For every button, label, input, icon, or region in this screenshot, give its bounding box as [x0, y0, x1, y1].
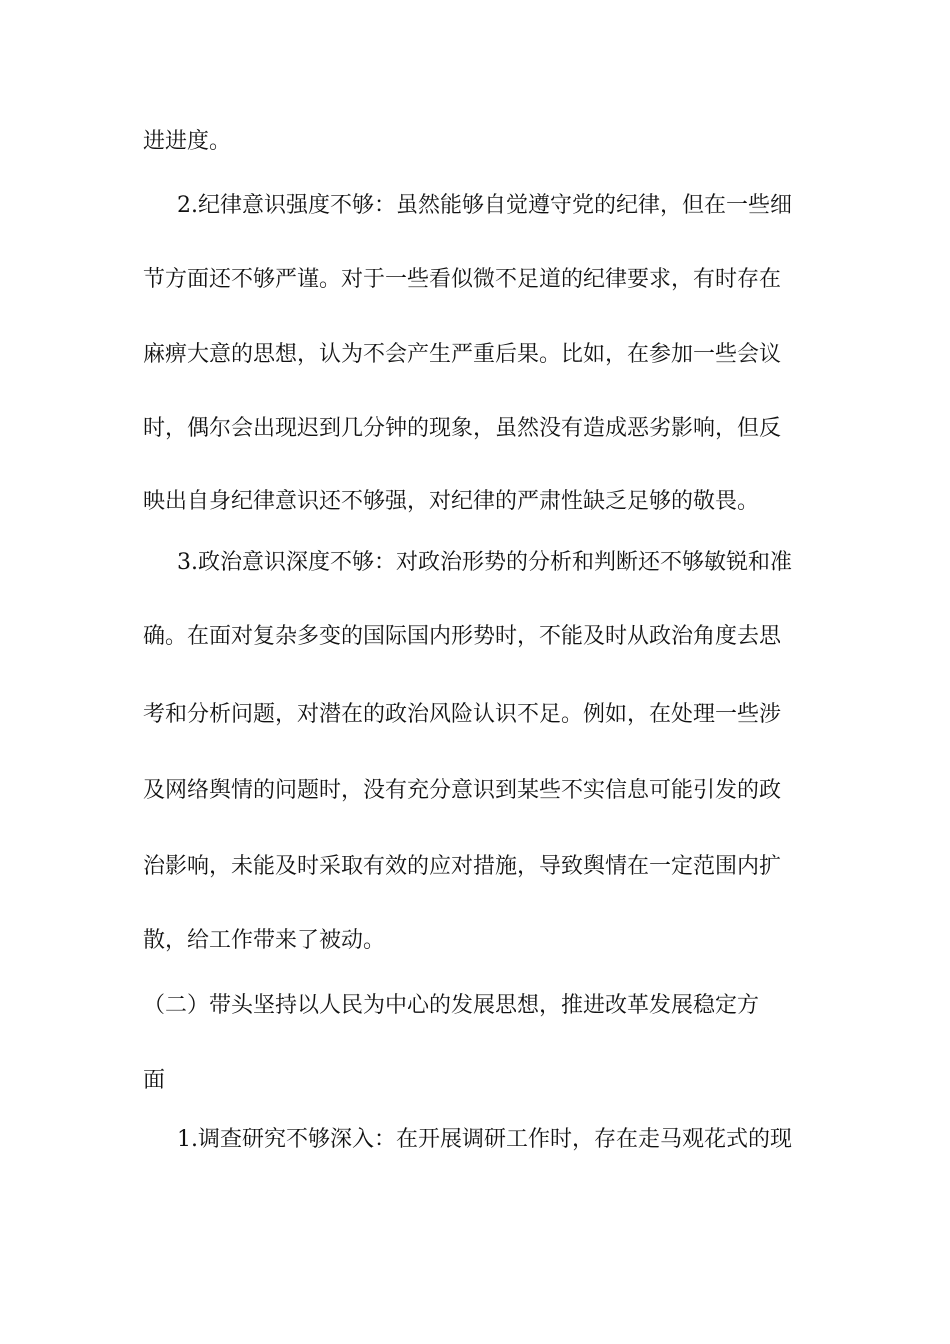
text-line-9: 考和分析问题，对潜在的政治风险认识不足。例如，在处理一些涉: [143, 702, 782, 727]
text-line-2: 2.纪律意识强度不够：虽然能够自觉遵守党的纪律，但在一些细: [177, 193, 792, 218]
text-line-15: 1.调查研究不够深入：在开展调研工作时，存在走马观花式的现: [177, 1127, 792, 1152]
text-line-4: 麻痹大意的思想，认为不会产生严重后果。比如，在参加一些会议: [143, 342, 782, 367]
text-line-1: 进进度。: [143, 129, 232, 154]
text-line-10: 及网络舆情的问题时，没有充分意识到某些不实信息可能引发的政: [143, 778, 782, 803]
text-line-3: 节方面还不够严谨。对于一些看似微不足道的纪律要求，有时存在: [143, 267, 782, 292]
section-heading: （二）带头坚持以人民为中心的发展思想，推进改革发展稳定方: [143, 993, 760, 1018]
text-line-8: 确。在面对复杂多变的国际国内形势时，不能及时从政治角度去思: [143, 624, 782, 649]
text-line-7: 3.政治意识深度不够：对政治形势的分析和判断还不够敏锐和准: [177, 550, 792, 575]
text-line-11: 治影响，未能及时采取有效的应对措施，导致舆情在一定范围内扩: [143, 854, 782, 879]
text-line-12: 散，给工作带来了被动。: [143, 928, 386, 953]
text-line-5: 时，偶尔会出现迟到几分钟的现象，虽然没有造成恶劣影响，但反: [143, 416, 782, 441]
text-line-6: 映出自身纪律意识还不够强，对纪律的严肃性缺乏足够的敬畏。: [143, 489, 760, 514]
section-heading-continued: 面: [143, 1068, 166, 1093]
